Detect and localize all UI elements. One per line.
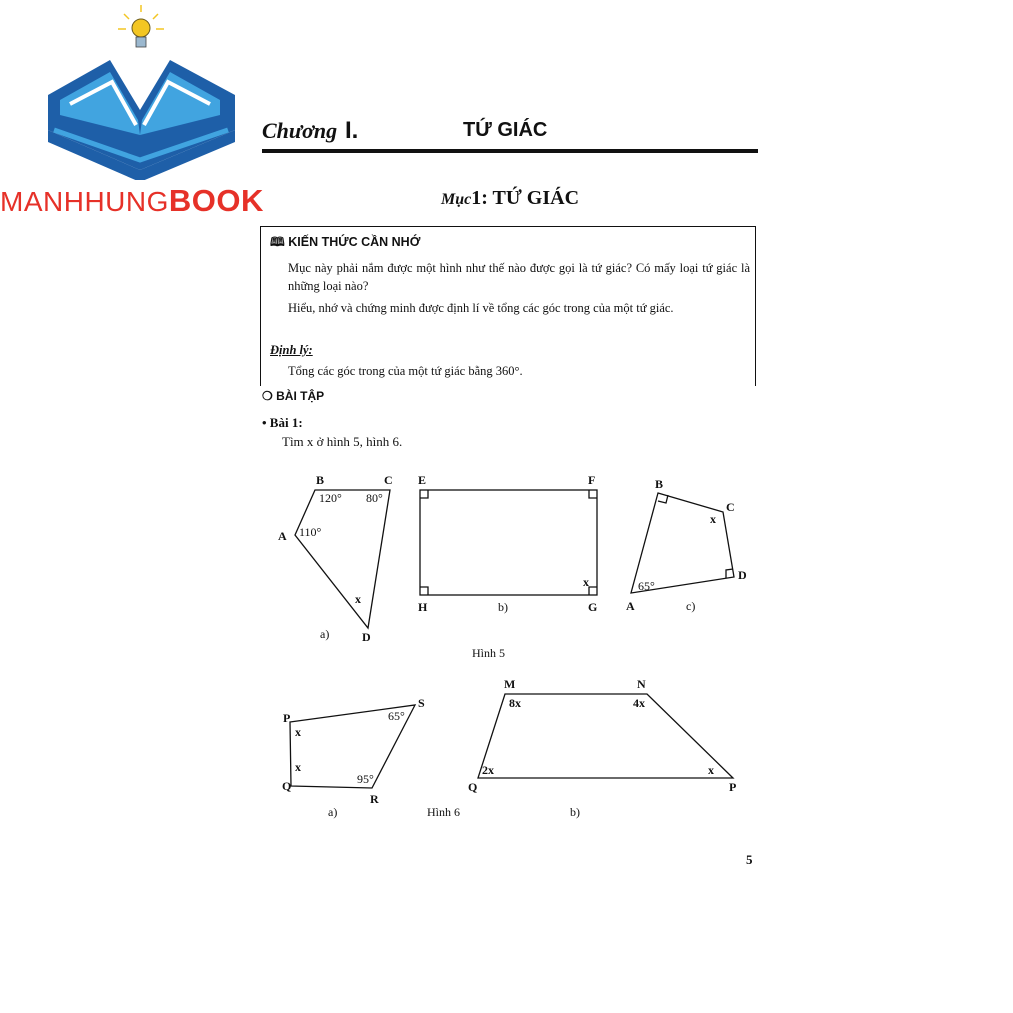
fig6b-vertex-n: N [637, 677, 646, 691]
fig6b-angle-m: 8x [509, 696, 521, 710]
hinh6-caption: Hình 6 [427, 805, 460, 819]
brand-name-part2: BOOK [168, 183, 264, 218]
figure-5a [295, 490, 390, 628]
section-label: Mục [441, 191, 472, 208]
fig5b-vertex-g: G [588, 600, 598, 614]
section-heading: 1: TỨ GIÁC [471, 187, 580, 209]
fig6b-vertex-q: Q [468, 780, 478, 794]
fig6a-angle-p: x [295, 725, 301, 739]
fig6b-vertex-p: P [729, 780, 737, 794]
hinh5-caption: Hình 5 [472, 646, 505, 660]
figure-5c [631, 493, 734, 593]
theorem-text: Tổng các góc trong của một tứ giác bằng 360°. [288, 364, 523, 378]
knowledge-heading-text: KIẾN THỨC CẦN NHỚ [288, 235, 421, 249]
fig6a-vertex-p: P [283, 711, 291, 725]
fig5c-vertex-d: D [738, 568, 747, 582]
fig6a-vertex-q: Q [282, 779, 292, 793]
exercises-heading-text: BÀI TẬP [276, 389, 325, 403]
fig5a-vertex-b: B [316, 473, 325, 487]
fig6b-angle-n: 4x [633, 696, 645, 710]
fig6b-angle-q: 2x [482, 763, 494, 777]
fig5b-vertex-f: F [588, 473, 596, 487]
fig5c-angle-a: 65° [638, 579, 655, 593]
fig6a-vertex-s: S [418, 696, 425, 710]
fig5a-vertex-d: D [362, 630, 371, 644]
fig5a-vertex-c: C [384, 473, 393, 487]
fig5b-angle-g: x [583, 575, 589, 589]
fig6b-angle-p: x [708, 763, 714, 777]
fig5a-angle-c: 80° [366, 491, 383, 505]
chapter-title: TỨ GIÁC [463, 119, 548, 141]
book-icon: 🕮 [270, 235, 285, 249]
page-number: 5 [746, 852, 753, 867]
fig5a-angle-a: 110° [299, 525, 322, 539]
knowledge-paragraph-1: Mục này phải nắm được một hình như thế nào được gọi là tứ giác? Có mấy loại tứ giác là những loại nào? [288, 261, 750, 293]
chapter-label: Chương [262, 118, 338, 143]
brand-name-part1: MANHHUNG [0, 186, 169, 217]
knowledge-paragraph-2: Hiểu, nhớ và chứng minh được định lí về tổng các góc trong của một tứ giác. [288, 301, 674, 315]
fig5c-vertex-c: C [726, 500, 735, 514]
fig5c-vertex-b: B [655, 477, 664, 491]
fig5a-sublabel: a) [320, 627, 330, 641]
fig5b-vertex-h: H [418, 600, 428, 614]
exercise-1-text: Tìm x ở hình 5, hình 6. [282, 434, 403, 449]
fig6a-vertex-r: R [370, 792, 379, 806]
fig5a-vertex-a: A [278, 529, 287, 543]
fig5a-angle-d: x [355, 592, 361, 606]
fig6b-vertex-m: M [504, 677, 516, 691]
theorem-label: Định lý: [270, 343, 313, 357]
fig5b-sublabel: b) [498, 600, 508, 614]
fig6a-sublabel: a) [328, 805, 338, 819]
fig6a-angle-r: 95° [357, 772, 374, 786]
fig6a-angle-q: x [295, 760, 301, 774]
exercise-1-label: • Bài 1: [262, 415, 303, 430]
fig5c-vertex-a: A [626, 599, 635, 613]
fig5c-angle-c: x [710, 512, 716, 526]
fig5c-sublabel: c) [686, 599, 696, 613]
fig5a-angle-b: 120° [319, 491, 342, 505]
circle-icon: ❍ [262, 389, 273, 403]
fig5b-vertex-e: E [418, 473, 427, 487]
chapter-number: I. [345, 117, 359, 144]
figure-5b [420, 490, 597, 595]
fig6b-sublabel: b) [570, 805, 580, 819]
fig6a-angle-s: 65° [388, 709, 405, 723]
